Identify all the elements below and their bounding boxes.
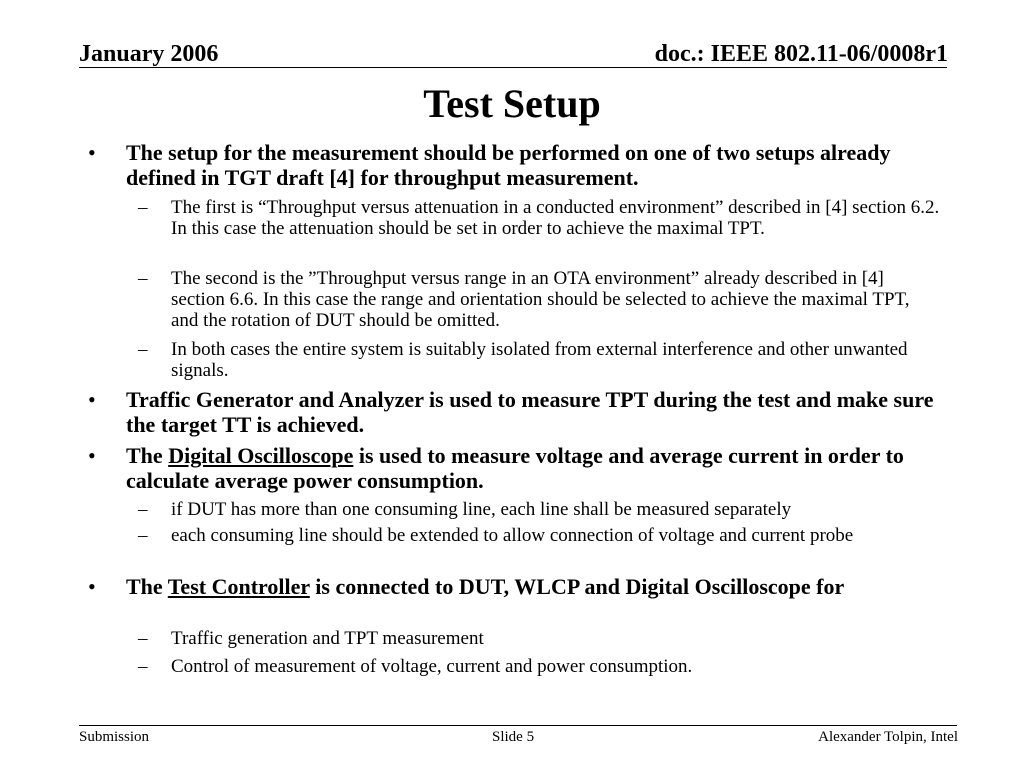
dash-marker: – — [138, 628, 148, 649]
sub-item-extended-line — [138, 525, 941, 546]
bullet-text-prefix: The — [126, 574, 168, 599]
bullet-text-suffix: is used to measure voltage and average current in order to calculate average power consumption. — [126, 443, 904, 493]
digital-oscilloscope-link[interactable]: Digital Oscilloscope — [168, 443, 354, 468]
bullet-traffic-generator — [88, 387, 946, 437]
sub-item-text: if DUT has more than one consuming line, each line shall be measured separately — [171, 499, 792, 520]
bullet-marker: • — [88, 140, 96, 165]
bullet-text: The setup for the measurement should be performed on one of two setups already defined in TGT draft [4] for throughput measurement. — [126, 140, 891, 190]
bullet-setup — [88, 140, 946, 190]
bullet-text-suffix: is connected to DUT, WLCP and Digital Oscilloscope for — [309, 574, 845, 599]
bullet-marker: • — [88, 574, 96, 599]
bullet-test-controller — [88, 574, 946, 599]
sub-item-multiple-lines — [138, 499, 941, 520]
bullet-text: Traffic Generator and Analyzer is used to measure TPT during the test and make sure the target TT is achieved. — [126, 387, 934, 437]
dash-marker: – — [138, 268, 148, 289]
header-doc-id: doc.: IEEE 802.11-06/0008r1 — [654, 41, 948, 67]
footer-author: Alexander Tolpin, Intel — [818, 729, 958, 745]
sub-item-text: Traffic generation and TPT measurement — [171, 628, 484, 649]
dash-marker: – — [138, 525, 148, 546]
sub-item-second-setup — [138, 268, 941, 331]
sub-item-traffic-generation — [138, 628, 941, 649]
dash-marker: – — [138, 656, 148, 677]
dash-marker: – — [138, 499, 148, 520]
sub-item-both-cases — [138, 339, 941, 381]
slide-title: Test Setup — [423, 81, 601, 126]
dash-marker: – — [138, 339, 148, 360]
bullet-text-prefix: The — [126, 443, 169, 468]
test-controller-link[interactable]: Test Controller — [167, 574, 310, 599]
sub-item-first-setup — [138, 197, 941, 239]
footer-divider — [79, 725, 957, 726]
sub-item-text: The second is the ”Throughput versus range in an OTA environment” already described in [4] section 6.6. In this case the range and orientation should be selected to achieve the maximal TPT, and the rotation of DUT should be omitted. — [171, 268, 910, 331]
bullet-marker: • — [88, 443, 96, 468]
dash-marker: – — [138, 197, 148, 218]
footer-submission: Submission — [79, 729, 150, 745]
sub-item-text: each consuming line should be extended to allow connection of voltage and current probe — [171, 525, 854, 546]
sub-item-text: Control of measurement of voltage, current and power consumption. — [171, 656, 693, 677]
header-date: January 2006 — [79, 41, 219, 67]
footer-slide-number: Slide 5 — [492, 729, 535, 745]
bullet-marker: • — [88, 387, 96, 412]
sub-item-control-measurement — [138, 656, 941, 677]
header-divider — [79, 67, 947, 68]
sub-item-text: The first is “Throughput versus attenuation in a conducted environment” described in [4] section 6.2. In this case the attenuation should be set in order to achieve the maximal TPT. — [171, 197, 940, 239]
sub-item-text: In both cases the entire system is suitably isolated from external interference and other unwanted signals. — [171, 339, 908, 381]
bullet-digital-oscilloscope — [88, 443, 946, 493]
